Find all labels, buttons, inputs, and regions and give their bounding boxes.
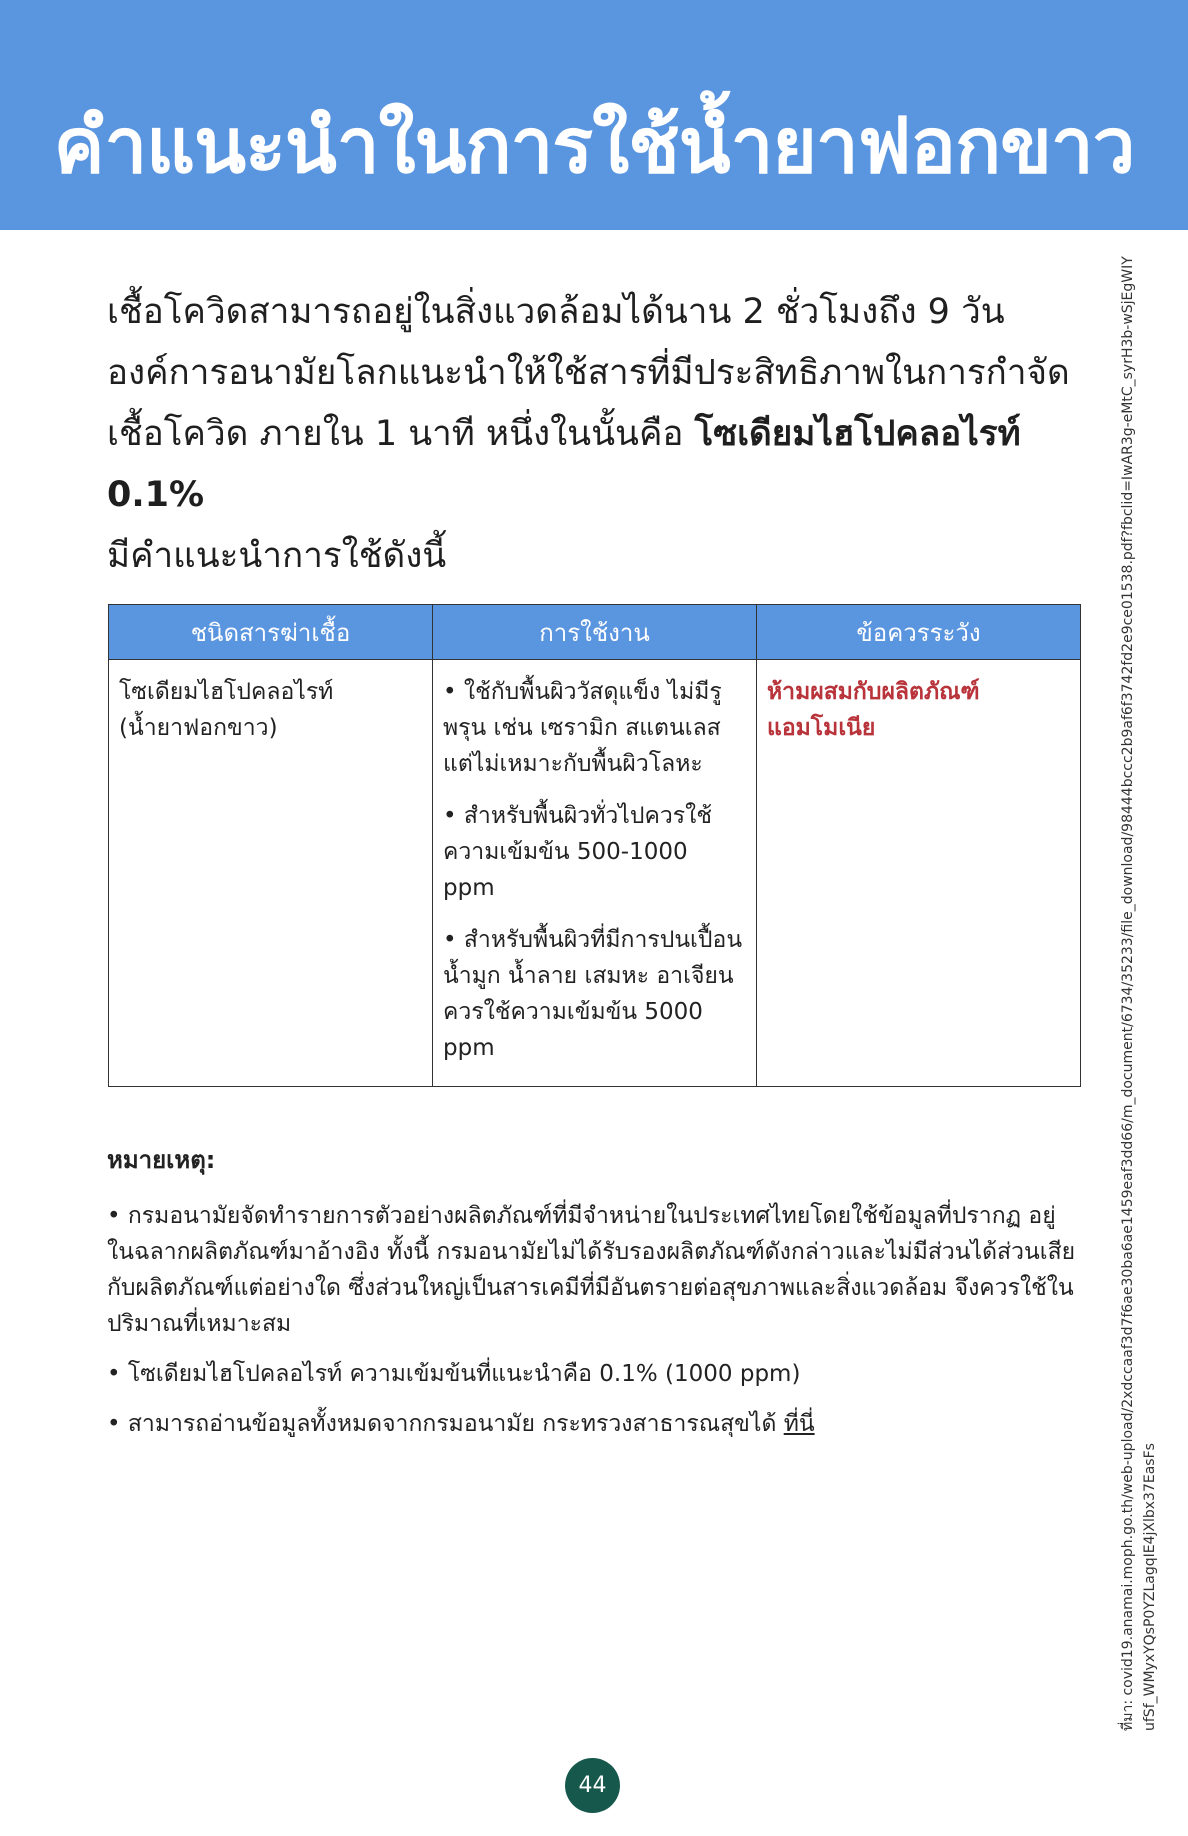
agent-name: โซเดียมไฮโปคลอไรท์ (119, 679, 334, 705)
source-citation: ที่มา: covid19.anamai.moph.go.th/web-upload/2xdccaaf3d7f6ae30ba6ae1459eaf3dd66/m_document/6734/35233/file_download/98444bccc2b9af6f3742fd2e9ce01538.pdf?fbclid=IwAR3g-eMtC_syrH3b-wSjEgWIYufSf_WMyxYQsP0YZLagqIE4jXlbx37EasFs (1120, 256, 1158, 1731)
page-number-badge: 44 (565, 1758, 620, 1813)
caution-cell (757, 660, 1081, 1087)
intro-line-4: มีคำแนะนำการใช้ดังนี้ (107, 536, 447, 576)
usage-item: • ใช้กับพื้นผิววัสดุแข็ง ไม่มีรูพรุน เช่น เซรามิก สแตนเลส แต่ไม่เหมาะกับพื้นผิวโลหะ (443, 679, 722, 777)
note-item: • กรมอนามัยจัดทำรายการตัวอย่างผลิตภัณฑ์ที่มีจำหน่ายในประเทศไทยโดยใช้ข้อมูลที่ปรากฏ อยู่ในฉลากผลิตภัณฑ์มาอ้างอิง ทั้งนี้ กรมอนามัยไม่ได้รับรองผลิตภัณฑ์ดังกล่าวและไม่มีส่วนได้ส่วนเสียกับผลิตภัณฑ์แต่อย่างใด ซึ่งส่วนใหญ่เป็นสารเคมีที่มีอันตรายต่อสุขภาพและสิ่งแวดล้อม จึงควรใช้ในปริมาณที่เหมาะสม (107, 1203, 1076, 1337)
intro-paragraph (107, 282, 1092, 587)
intro-highlight: โซเดียมไฮโปคลอไรท์ 0.1% (107, 414, 1021, 515)
usage-item: • สำหรับพื้นผิวทั่วไปควรใช้ความเข้มข้น 500-1000 ppm (443, 803, 712, 901)
intro-line-2: องค์การอนามัยโลกแนะนำให้ใช้สารที่มีประสิทธิภาพในการกำจัด (107, 353, 1070, 393)
column-header-usage: การใช้งาน (433, 605, 757, 660)
note-item: • โซเดียมไฮโปคลอไรท์ ความเข้มข้นที่แนะนำคือ 0.1% (1000 ppm) (107, 1361, 801, 1387)
disinfectant-table (108, 604, 1081, 1087)
notes-title: หมายเหตุ: (107, 1146, 216, 1174)
table-header-row (109, 605, 1081, 660)
usage-item: • สำหรับพื้นผิวที่มีการปนเปื้อนน้ำมูก น้ำลาย เสมหะ อาเจียน ควรใช้ความเข้มข้น 5000 ppm (443, 927, 743, 1061)
source-link[interactable]: ที่นี่ (783, 1411, 815, 1437)
note-item-text: • สามารถอ่านข้อมูลทั้งหมดจากกรมอนามัย กระทรวงสาธารณสุขได้ (107, 1411, 784, 1437)
column-header-agent: ชนิดสารฆ่าเชื้อ (109, 605, 433, 660)
warning-text: ห้ามผสมกับผลิตภัณฑ์ แอมโมเนีย (767, 679, 980, 741)
intro-line-3-text: เชื้อโควิด ภายใน 1 นาที หนึ่งในนั้นคือ (107, 414, 695, 454)
note-item (107, 1406, 1082, 1442)
table-row (109, 660, 1081, 1087)
agent-alias: (น้ำยาฟอกขาว) (119, 715, 278, 741)
intro-line-1: เชื้อโควิดสามารถอยู่ในสิ่งแวดล้อมได้นาน 2 ชั่วโมงถึง 9 วัน (107, 292, 1005, 332)
notes-section (107, 1142, 1082, 1456)
page-header (0, 0, 1188, 230)
agent-cell (109, 660, 433, 1087)
column-header-caution: ข้อควรระวัง (757, 605, 1081, 660)
intro-line-3 (107, 404, 1092, 526)
usage-cell (433, 660, 757, 1087)
page-title: คำแนะนำในการใช้น้ำยาฟอกขาว (53, 101, 1135, 190)
